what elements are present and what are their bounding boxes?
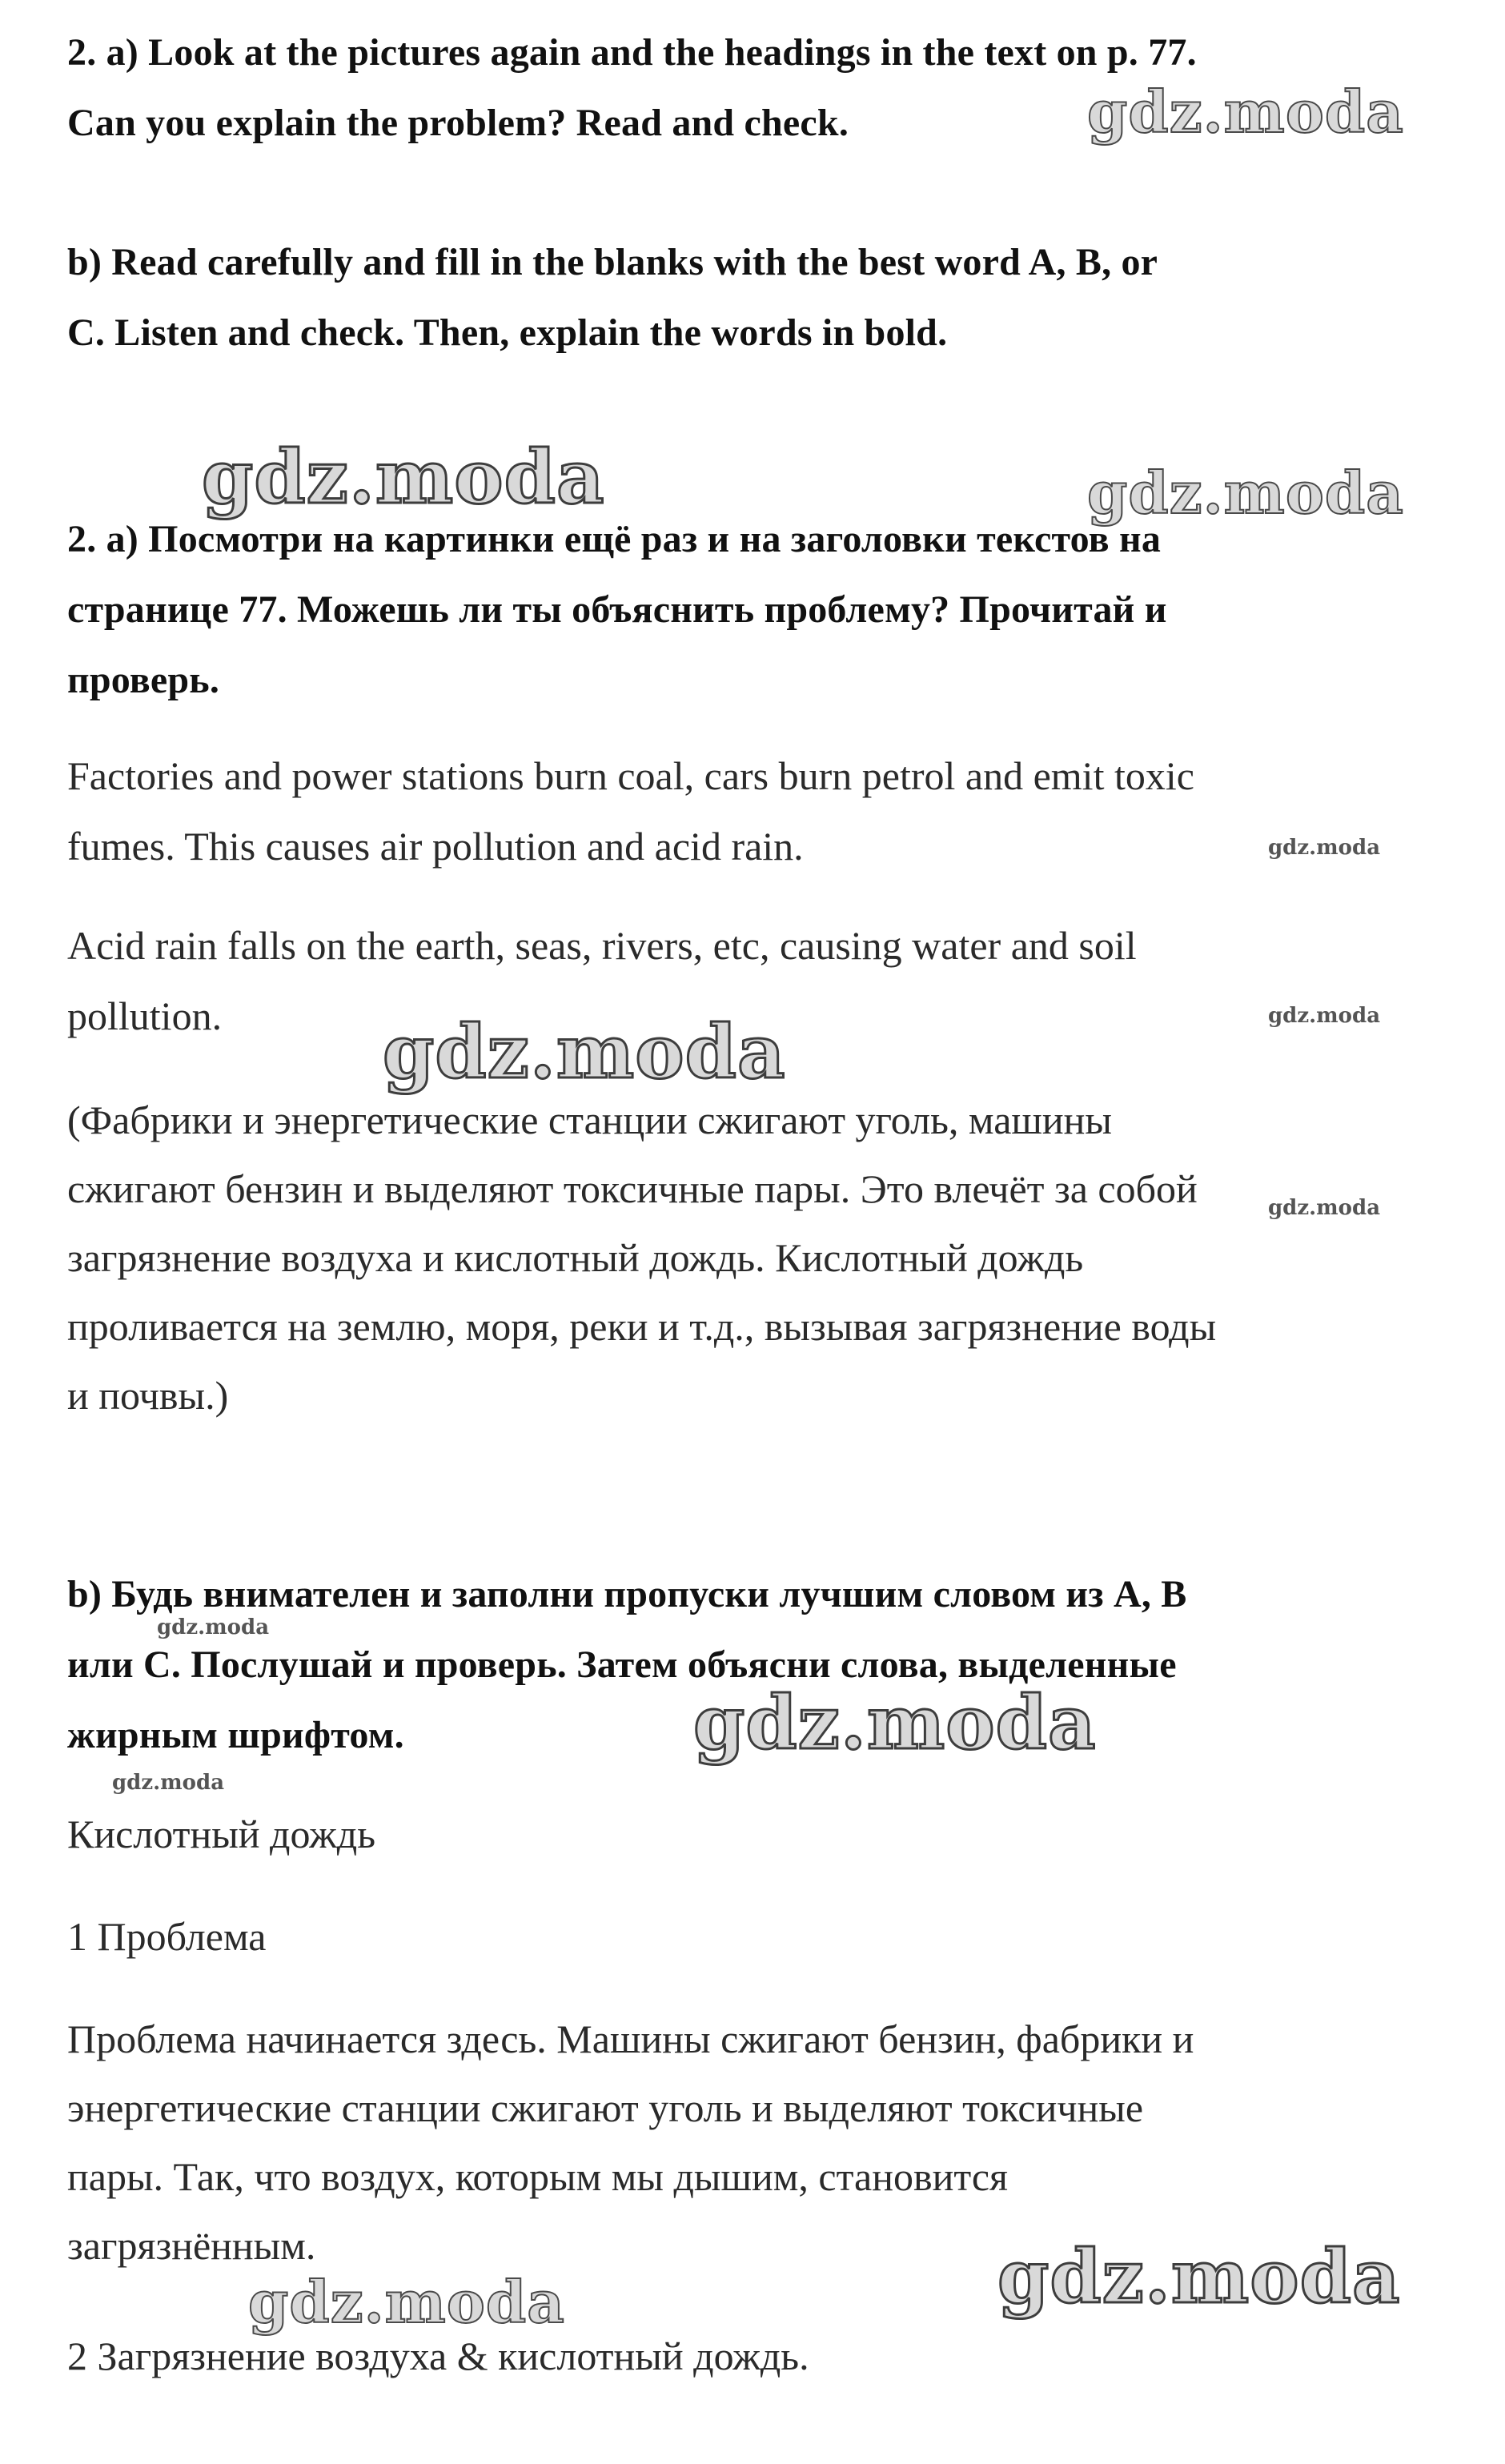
task-2a-line-2: Can you explain the problem? Read and check.	[67, 102, 849, 144]
task-2b-ru-line-2: или C. Послушай и проверь. Затем объясни слова, выделенные	[67, 1643, 1177, 1686]
translation-2a-line-4: проливается на землю, моря, реки и т.д., вызывая загрязнение воды	[67, 1304, 1217, 1349]
answer-2a-line-4: pollution.	[67, 993, 223, 1038]
watermark-logo: gdz.moda	[383, 1009, 786, 1095]
watermark-logo: gdz.moda	[1087, 78, 1404, 146]
watermark-logo: gdz.moda	[1268, 1004, 1381, 1028]
watermark-logo: gdz.moda	[997, 2233, 1401, 2320]
answer-2a-line-2: fumes. This causes air pollution and acid rain.	[67, 824, 804, 869]
translation-2a-line-2: сжигают бензин и выделяют токсичные пары. Это влечёт за собой	[67, 1166, 1198, 1211]
watermark-logo: gdz.moda	[1087, 459, 1404, 527]
watermark-logo: gdz.moda	[248, 2268, 565, 2336]
task-2b-ru-line-1: b) Будь внимателен и заполни пропуски лучшим словом из A, B	[67, 1573, 1187, 1615]
section-2-heading: 2 Загрязнение воздуха & кислотный дождь.	[67, 2334, 809, 2378]
section-1-line-2: энергетические станции сжигают уголь и выделяют токсичные	[67, 2085, 1144, 2130]
watermark-logo: gdz.moda	[202, 434, 605, 520]
task-2a-ru-line-2: странице 77. Можешь ли ты объяснить проблему? Прочитай и	[67, 588, 1167, 631]
task-2a-ru-line-3: проверь.	[67, 659, 220, 701]
translation-2a-line-1: (Фабрики и энергетические станции сжигают уголь, машины	[67, 1098, 1113, 1142]
task-2b-ru-line-3: жирным шрифтом.	[67, 1714, 404, 1756]
task-2a-ru-line-1: 2. а) Посмотри на картинки ещё раз и на заголовки текстов на	[67, 518, 1162, 560]
watermark-logo: gdz.moda	[1268, 1196, 1381, 1220]
task-2b-line-1: b) Read carefully and fill in the blanks with the best word A, B, or	[67, 241, 1158, 283]
text-title: Кислотный дождь	[67, 1812, 376, 1856]
translation-2a-line-3: загрязнение воздуха и кислотный дождь. Кислотный дождь	[67, 1235, 1084, 1280]
watermark-logo: gdz.moda	[157, 1615, 270, 1639]
task-2b-line-2: C. Listen and check. Then, explain the words in bold.	[67, 311, 948, 354]
section-1-line-4: загрязнённым.	[67, 2223, 316, 2268]
watermark-logo: gdz.moda	[693, 1679, 1097, 1766]
answer-2a-line-1: Factories and power stations burn coal, cars burn petrol and emit toxic	[67, 753, 1194, 798]
watermark-logo: gdz.moda	[1268, 836, 1381, 860]
section-1-line-3: пары. Так, что воздух, которым мы дышим, становится	[67, 2154, 1009, 2199]
watermark-logo: gdz.moda	[112, 1771, 225, 1795]
answer-2a-line-3: Acid rain falls on the earth, seas, rivers, etc, causing water and soil	[67, 923, 1137, 968]
section-1-heading: 1 Проблема	[67, 1914, 267, 1959]
translation-2a-line-5: и почвы.)	[67, 1373, 229, 1418]
section-1-line-1: Проблема начинается здесь. Машины сжигают бензин, фабрики и	[67, 2017, 1194, 2061]
task-2a-line-1: 2. a) Look at the pictures again and the headings in the text on p. 77.	[67, 31, 1197, 74]
